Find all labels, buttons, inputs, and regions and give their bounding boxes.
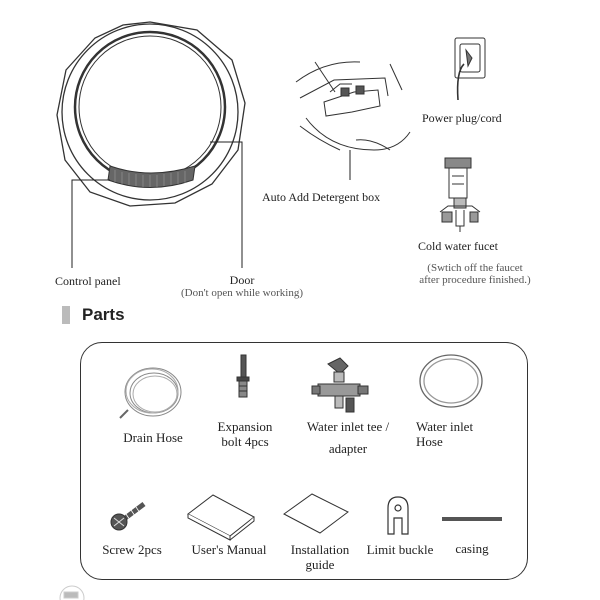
part-label-casing — [442, 541, 502, 556]
part-label-line: User's Manual — [191, 542, 267, 557]
manual-icon — [188, 495, 254, 540]
cold-water-label: Cold water fucet — [418, 239, 498, 253]
part-label-line: Installation — [290, 542, 350, 557]
buckle-icon — [388, 497, 408, 534]
part-label-users-manual — [180, 542, 278, 557]
parts-heading: Parts — [82, 305, 125, 324]
coiled-hose-icon — [120, 368, 181, 418]
part-label-line: Expansion — [217, 419, 273, 434]
part-label-line: adapter — [328, 441, 368, 456]
page-fragment-icon — [60, 586, 84, 600]
bolt-icon — [237, 355, 249, 397]
part-label-limit-buckle — [356, 542, 444, 557]
faucet-note-line1: (Swtich off the faucet — [427, 262, 523, 274]
part-label-water-inlet-hose — [416, 419, 492, 449]
door-note: (Don't open while working) — [180, 287, 304, 299]
part-label-line: Limit buckle — [366, 542, 434, 557]
part-label-water-inlet-tee — [292, 419, 404, 456]
faucet-note-line2: after procedure finished.) — [419, 274, 531, 286]
loop-hose-icon — [420, 355, 482, 407]
part-label-line: Hose — [416, 434, 443, 449]
part-label-line: Water inlet — [416, 419, 474, 434]
part-label-expansion-bolt — [200, 419, 290, 449]
part-label-line: bolt 4pcs — [221, 434, 269, 449]
part-label-line: casing — [455, 541, 489, 556]
part-label-installation-guide — [280, 542, 360, 572]
tee-adapter-icon — [312, 358, 368, 412]
guide-sheet-icon — [284, 494, 348, 533]
part-label-line: guide — [305, 557, 335, 572]
part-label-line: Screw 2pcs — [102, 542, 162, 557]
detergent-box-label: Auto Add Detergent box — [262, 190, 381, 204]
part-label-line: Drain Hose — [123, 430, 183, 445]
power-plug-label: Power plug/cord — [422, 111, 502, 125]
part-label-line: Water inlet tee / — [306, 419, 390, 434]
part-label-drain-hose — [106, 430, 200, 445]
part-label-screw — [88, 542, 176, 557]
door-label: Door — [229, 273, 255, 287]
control-panel-label: Control panel — [55, 274, 121, 288]
screw-icon — [111, 504, 144, 530]
casing-strip-icon — [442, 517, 502, 521]
